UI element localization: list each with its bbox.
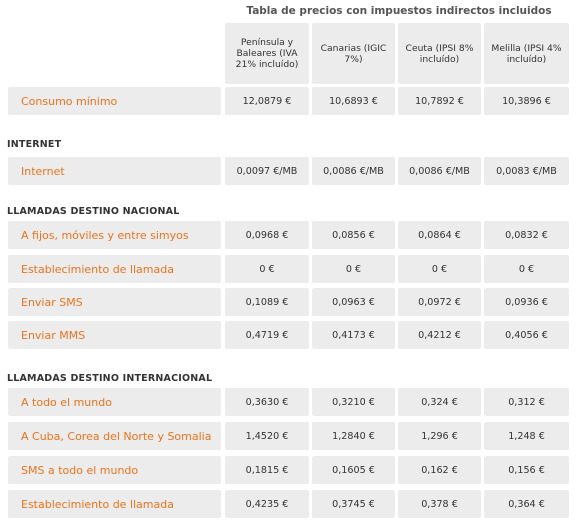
row-label-sms-mundo: SMS a todo el mundo — [8, 456, 221, 484]
cell-canarias: 0,1605 € — [312, 456, 395, 484]
cell-melilla: 0,4056 € — [484, 321, 569, 349]
cell-peninsula: 0,0097 €/MB — [225, 157, 309, 185]
col-header-peninsula: Península y Baleares (IVA 21% incluído) — [225, 23, 309, 84]
row-label-internet: Internet — [8, 157, 221, 185]
cell-melilla: 0 € — [484, 255, 569, 283]
cell-melilla: 0,312 € — [484, 388, 569, 416]
section-internet: INTERNET — [7, 139, 62, 150]
row-label-establecimiento-nacional: Establecimiento de llamada — [8, 255, 221, 283]
cell-ceuta: 0,378 € — [398, 490, 481, 518]
cell-ceuta: 0,4212 € — [398, 321, 481, 349]
col-header-melilla: Melilla (IPSI 4% incluído) — [484, 23, 569, 84]
col-header-ceuta: Ceuta (IPSI 8% incluído) — [398, 23, 481, 84]
cell-canarias: 0,3210 € — [312, 388, 395, 416]
cell-ceuta: 0,162 € — [398, 456, 481, 484]
cell-peninsula: 0 € — [225, 255, 309, 283]
row-label-fijos: A fijos, móviles y entre simyos — [8, 221, 221, 249]
cell-canarias: 0 € — [312, 255, 395, 283]
cell-melilla: 0,0832 € — [484, 221, 569, 249]
section-internacional: LLAMADAS DESTINO INTERNACIONAL — [7, 373, 213, 384]
row-label-consumo: Consumo mínimo — [8, 87, 221, 115]
row-label-cuba: A Cuba, Corea del Norte y Somalia — [8, 422, 221, 450]
cell-canarias: 0,0963 € — [312, 288, 395, 316]
cell-canarias: 1,2840 € — [312, 422, 395, 450]
cell-peninsula: 0,1815 € — [225, 456, 309, 484]
row-label-establecimiento-internacional: Establecimiento de llamada — [8, 490, 221, 518]
cell-ceuta: 0,324 € — [398, 388, 481, 416]
cell-peninsula: 0,4719 € — [225, 321, 309, 349]
cell-peninsula: 0,3630 € — [225, 388, 309, 416]
row-label-sms: Enviar SMS — [8, 288, 221, 316]
col-header-canarias: Canarias (IGIC 7%) — [312, 23, 395, 84]
cell-canarias: 0,0856 € — [312, 221, 395, 249]
cell-melilla: 1,248 € — [484, 422, 569, 450]
cell-ceuta: 1,296 € — [398, 422, 481, 450]
cell-peninsula: 0,1089 € — [225, 288, 309, 316]
cell-melilla: 10,3896 € — [484, 87, 569, 115]
cell-melilla: 0,0936 € — [484, 288, 569, 316]
cell-canarias: 0,0086 €/MB — [312, 157, 395, 185]
row-label-mms: Enviar MMS — [8, 321, 221, 349]
row-label-mundo: A todo el mundo — [8, 388, 221, 416]
cell-canarias: 0,4173 € — [312, 321, 395, 349]
cell-peninsula: 1,4520 € — [225, 422, 309, 450]
cell-canarias: 0,3745 € — [312, 490, 395, 518]
cell-peninsula: 0,4235 € — [225, 490, 309, 518]
table-title: Tabla de precios con impuestos indirectos incluidos — [246, 5, 552, 17]
cell-peninsula: 0,0968 € — [225, 221, 309, 249]
cell-ceuta: 0,0864 € — [398, 221, 481, 249]
cell-canarias: 10,6893 € — [312, 87, 395, 115]
cell-melilla: 0,364 € — [484, 490, 569, 518]
cell-ceuta: 0,0972 € — [398, 288, 481, 316]
cell-ceuta: 0 € — [398, 255, 481, 283]
cell-ceuta: 0,0086 €/MB — [398, 157, 481, 185]
cell-melilla: 0,156 € — [484, 456, 569, 484]
section-nacional: LLAMADAS DESTINO NACIONAL — [7, 206, 180, 217]
cell-melilla: 0,0083 €/MB — [484, 157, 569, 185]
cell-peninsula: 12,0879 € — [225, 87, 309, 115]
cell-ceuta: 10,7892 € — [398, 87, 481, 115]
